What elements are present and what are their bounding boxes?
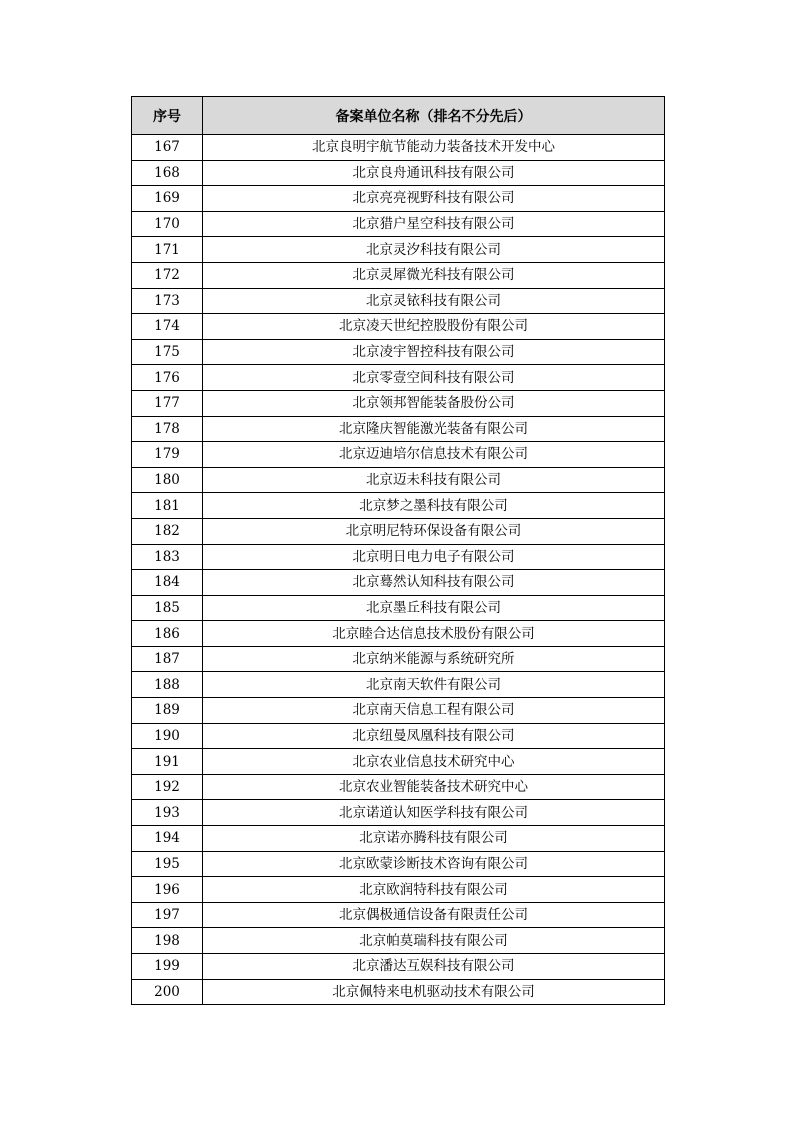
row-number: 167 — [132, 135, 203, 161]
table-row — [132, 339, 665, 365]
row-unit-name: 北京良舟通讯科技有限公司 — [203, 160, 665, 186]
row-number: 187 — [132, 646, 203, 672]
table-row — [132, 160, 665, 186]
header-name: 备案单位名称（排名不分先后） — [203, 97, 665, 135]
table-row — [132, 774, 665, 800]
row-number: 184 — [132, 570, 203, 596]
table-row — [132, 954, 665, 980]
table-row — [132, 288, 665, 314]
row-number: 183 — [132, 544, 203, 570]
row-number: 186 — [132, 621, 203, 647]
row-number: 171 — [132, 237, 203, 263]
row-number: 200 — [132, 979, 203, 1005]
row-unit-name: 北京灵铱科技有限公司 — [203, 288, 665, 314]
table-row — [132, 698, 665, 724]
row-number: 192 — [132, 774, 203, 800]
table-header — [132, 97, 665, 135]
row-number: 176 — [132, 365, 203, 391]
row-unit-name: 北京灵汐科技有限公司 — [203, 237, 665, 263]
row-unit-name: 北京纳米能源与系统研究所 — [203, 646, 665, 672]
header-number: 序号 — [132, 97, 203, 135]
table-row — [132, 928, 665, 954]
table-row — [132, 749, 665, 775]
table-row — [132, 979, 665, 1005]
row-number: 188 — [132, 672, 203, 698]
table-row — [132, 877, 665, 903]
row-number: 173 — [132, 288, 203, 314]
table-row — [132, 186, 665, 212]
table-row — [132, 237, 665, 263]
row-unit-name: 北京迈未科技有限公司 — [203, 467, 665, 493]
row-unit-name: 北京诺亦腾科技有限公司 — [203, 826, 665, 852]
table-row — [132, 211, 665, 237]
row-unit-name: 北京佩特来电机驱动技术有限公司 — [203, 979, 665, 1005]
table-row — [132, 672, 665, 698]
row-unit-name: 北京欧蒙诊断技术咨询有限公司 — [203, 851, 665, 877]
table-row — [132, 365, 665, 391]
row-unit-name: 北京诺道认知医学科技有限公司 — [203, 800, 665, 826]
row-number: 169 — [132, 186, 203, 212]
header-row — [132, 97, 665, 135]
row-unit-name: 北京迈迪培尔信息技术有限公司 — [203, 442, 665, 468]
table-row — [132, 416, 665, 442]
row-unit-name: 北京灵犀微光科技有限公司 — [203, 262, 665, 288]
row-unit-name: 北京明日电力电子有限公司 — [203, 544, 665, 570]
row-unit-name: 北京纽曼凤凰科技有限公司 — [203, 723, 665, 749]
table-row — [132, 621, 665, 647]
row-number: 198 — [132, 928, 203, 954]
row-number: 193 — [132, 800, 203, 826]
row-unit-name: 北京蓦然认知科技有限公司 — [203, 570, 665, 596]
table-row — [132, 826, 665, 852]
row-unit-name: 北京隆庆智能激光装备有限公司 — [203, 416, 665, 442]
row-unit-name: 北京农业信息技术研究中心 — [203, 749, 665, 775]
row-number: 185 — [132, 595, 203, 621]
table-body — [132, 135, 665, 1005]
row-unit-name: 北京南天信息工程有限公司 — [203, 698, 665, 724]
row-unit-name: 北京偶极通信设备有限责任公司 — [203, 902, 665, 928]
table-row — [132, 493, 665, 519]
table-row — [132, 851, 665, 877]
row-number: 181 — [132, 493, 203, 519]
row-number: 179 — [132, 442, 203, 468]
row-number: 177 — [132, 390, 203, 416]
row-number: 199 — [132, 954, 203, 980]
table-row — [132, 570, 665, 596]
table-row — [132, 723, 665, 749]
row-number: 170 — [132, 211, 203, 237]
row-number: 178 — [132, 416, 203, 442]
table-row — [132, 595, 665, 621]
row-unit-name: 北京零壹空间科技有限公司 — [203, 365, 665, 391]
table-row — [132, 902, 665, 928]
table-row — [132, 646, 665, 672]
table-row — [132, 442, 665, 468]
row-unit-name: 北京梦之墨科技有限公司 — [203, 493, 665, 519]
row-unit-name: 北京明尼特环保设备有限公司 — [203, 518, 665, 544]
row-unit-name: 北京帕莫瑞科技有限公司 — [203, 928, 665, 954]
row-unit-name: 北京良明宇航节能动力装备技术开发中心 — [203, 135, 665, 161]
row-number: 168 — [132, 160, 203, 186]
row-number: 189 — [132, 698, 203, 724]
row-unit-name: 北京农业智能装备技术研究中心 — [203, 774, 665, 800]
registry-table — [131, 96, 665, 1005]
row-number: 175 — [132, 339, 203, 365]
row-unit-name: 北京欧润特科技有限公司 — [203, 877, 665, 903]
table-row — [132, 544, 665, 570]
row-number: 174 — [132, 314, 203, 340]
row-unit-name: 北京南天软件有限公司 — [203, 672, 665, 698]
row-number: 190 — [132, 723, 203, 749]
row-unit-name: 北京凌天世纪控股股份有限公司 — [203, 314, 665, 340]
row-number: 197 — [132, 902, 203, 928]
table-row — [132, 390, 665, 416]
row-unit-name: 北京潘达互娱科技有限公司 — [203, 954, 665, 980]
row-unit-name: 北京墨丘科技有限公司 — [203, 595, 665, 621]
row-number: 180 — [132, 467, 203, 493]
row-number: 195 — [132, 851, 203, 877]
table-row — [132, 262, 665, 288]
row-unit-name: 北京领邦智能装备股份公司 — [203, 390, 665, 416]
row-number: 194 — [132, 826, 203, 852]
row-number: 196 — [132, 877, 203, 903]
table-row — [132, 518, 665, 544]
table-row — [132, 800, 665, 826]
table-row — [132, 314, 665, 340]
row-unit-name: 北京亮亮视野科技有限公司 — [203, 186, 665, 212]
row-unit-name: 北京睦合达信息技术股份有限公司 — [203, 621, 665, 647]
row-number: 191 — [132, 749, 203, 775]
table-row — [132, 467, 665, 493]
row-number: 172 — [132, 262, 203, 288]
row-number: 182 — [132, 518, 203, 544]
row-unit-name: 北京凌宇智控科技有限公司 — [203, 339, 665, 365]
table-row — [132, 135, 665, 161]
row-unit-name: 北京猎户星空科技有限公司 — [203, 211, 665, 237]
